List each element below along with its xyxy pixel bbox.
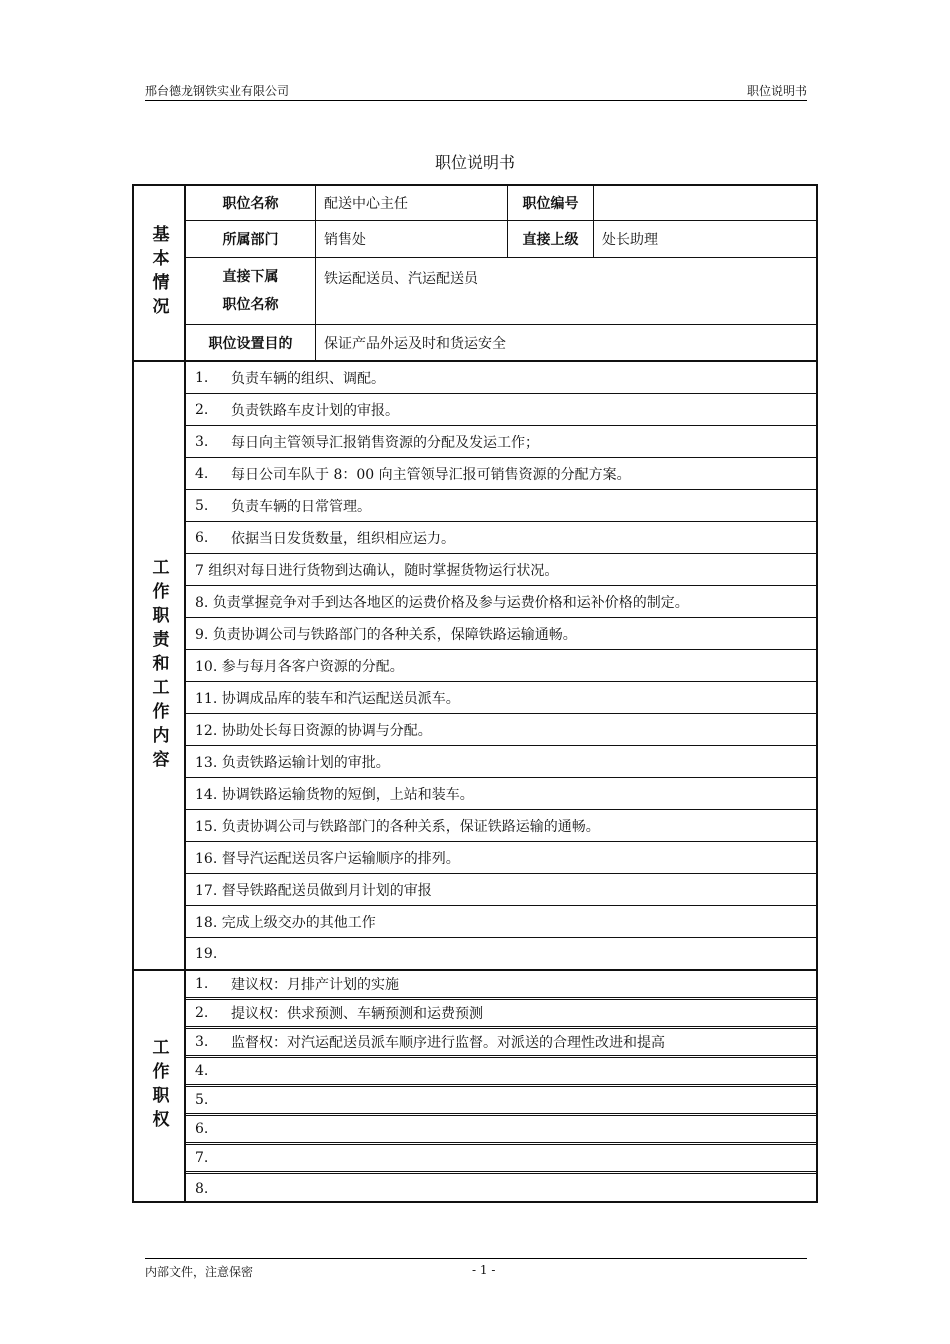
item-text: 5. [195,1092,209,1108]
item-text: 6. [195,1121,209,1137]
subordinates-row [186,258,816,325]
item-text: 提议权：供求预测、车辆预测和运费预测 [231,1006,483,1022]
item-text: 7 组织对每日进行货物到达确认，随时掌握货物运行状况。 [195,562,559,579]
basic-info-section [132,184,818,362]
list-item [186,714,816,746]
item-text: 18. 完成上级交办的其他工作 [195,914,376,931]
authority-list [186,971,816,1201]
item-text: 16. 督导汽运配送员客户运输顺序的排列。 [195,850,460,867]
list-item [186,1145,816,1174]
subordinates-label-line2: 职位名称 [222,297,279,313]
position-row [186,186,816,221]
list-item [186,682,816,714]
item-text: 10. 参与每月各客户资源的分配。 [195,658,404,675]
header-doc-type: 职位说明书 [746,84,807,98]
item-text: 7. [195,1150,209,1166]
company-name: 邢台德龙钢铁实业有限公司 [145,84,290,98]
list-item [186,394,816,426]
list-item [186,1058,816,1087]
item-number: 1. [195,976,209,992]
item-text: 每日向主管领导汇报销售资源的分配及发运工作； [231,434,539,451]
purpose-value: 保证产品外运及时和货运安全 [324,335,506,352]
list-item [186,458,816,490]
item-text: 17. 督导铁路配送员做到月计划的审报 [195,882,432,899]
item-text: 14. 协调铁路运输货物的短倒，上站和装车。 [195,786,474,803]
basic-info-label: 基本情况 [148,225,169,321]
authority-label: 工作职权 [148,1038,169,1134]
dept-label: 所属部门 [186,221,316,257]
position-no-value [594,186,816,220]
item-number: 3. [195,433,209,450]
item-text: 负责车辆的组织、调配。 [231,370,385,387]
list-item [186,650,816,682]
duties-section [132,360,818,971]
authority-section [132,969,818,1203]
item-number: 1. [195,369,209,386]
list-item [186,1174,816,1203]
item-text: 负责车辆的日常管理。 [231,498,371,515]
item-text: 13. 负责铁路运输计划的审批。 [195,754,390,771]
list-item [186,522,816,554]
list-item [186,874,816,906]
subordinates-value: 铁运配送员、汽运配送员 [324,271,478,287]
position-no-label: 职位编号 [508,186,594,220]
item-number: 6. [195,529,209,546]
purpose-label: 职位设置目的 [186,325,316,360]
list-item [186,1029,816,1058]
page-footer [145,1258,807,1279]
list-item [186,778,816,810]
item-text: 15. 负责协调公司与铁路部门的各种关系，保证铁路运输的通畅。 [195,818,600,835]
page-title: 职位说明书 [434,153,515,172]
authority-label-cell [134,971,186,1201]
item-text: 4. [195,1063,209,1079]
item-number: 2. [195,1005,209,1021]
subordinates-label-line1: 直接下属 [222,269,279,285]
list-item [186,554,816,586]
item-text: 12. 协助处长每日资源的协调与分配。 [195,722,432,739]
list-item [186,618,816,650]
item-number: 2. [195,401,209,418]
superior-label: 直接上级 [508,221,594,257]
subordinates-label [186,258,316,324]
item-text: 每日公司车队于 8：00 向主管领导汇报可销售资源的分配方案。 [231,466,631,483]
item-text: 8. 负责掌握竞争对手到达各地区的运费价格及参与运费价格和运补价格的制定。 [195,594,689,611]
duties-label: 工作职责和工作内容 [148,557,169,774]
item-text: 9. 负责协调公司与铁路部门的各种关系，保障铁路运输通畅。 [195,626,577,643]
item-text: 负责铁路车皮计划的审报。 [231,402,399,419]
list-item [186,426,816,458]
list-item [186,362,816,394]
confidential-note: 内部文件，注意保密 [145,1265,254,1279]
list-item [186,746,816,778]
item-text: 监督权：对汽运配送员派车顺序进行监督。对派送的合理性改进和提高 [231,1035,665,1051]
item-text: 11. 协调成品库的装车和汽运配送员派车。 [195,690,460,707]
position-name-label: 职位名称 [186,186,316,220]
list-item [186,1087,816,1116]
list-item [186,938,816,970]
dept-row [186,221,816,258]
item-text: 19. [195,946,218,962]
item-number: 3. [195,1034,209,1050]
list-item [186,586,816,618]
list-item [186,1000,816,1029]
purpose-row [186,325,816,360]
list-item [186,971,816,1000]
position-name-value: 配送中心主任 [316,186,508,220]
basic-info-label-cell [134,186,186,360]
dept-value: 销售处 [316,221,508,257]
list-item [186,490,816,522]
duties-list [186,362,816,969]
item-text: 建议权：月排产计划的实施 [231,977,399,993]
list-item [186,810,816,842]
item-number: 4. [195,465,209,482]
page-header [145,82,807,101]
item-text: 8. [195,1180,209,1197]
item-text: 依据当日发货数量，组织相应运力。 [231,530,455,547]
duties-label-cell [134,362,186,969]
item-number: 5. [195,497,209,514]
page-number: - 1 - [472,1263,496,1277]
superior-value: 处长助理 [602,232,658,248]
list-item [186,1116,816,1145]
list-item [186,842,816,874]
list-item [186,906,816,938]
